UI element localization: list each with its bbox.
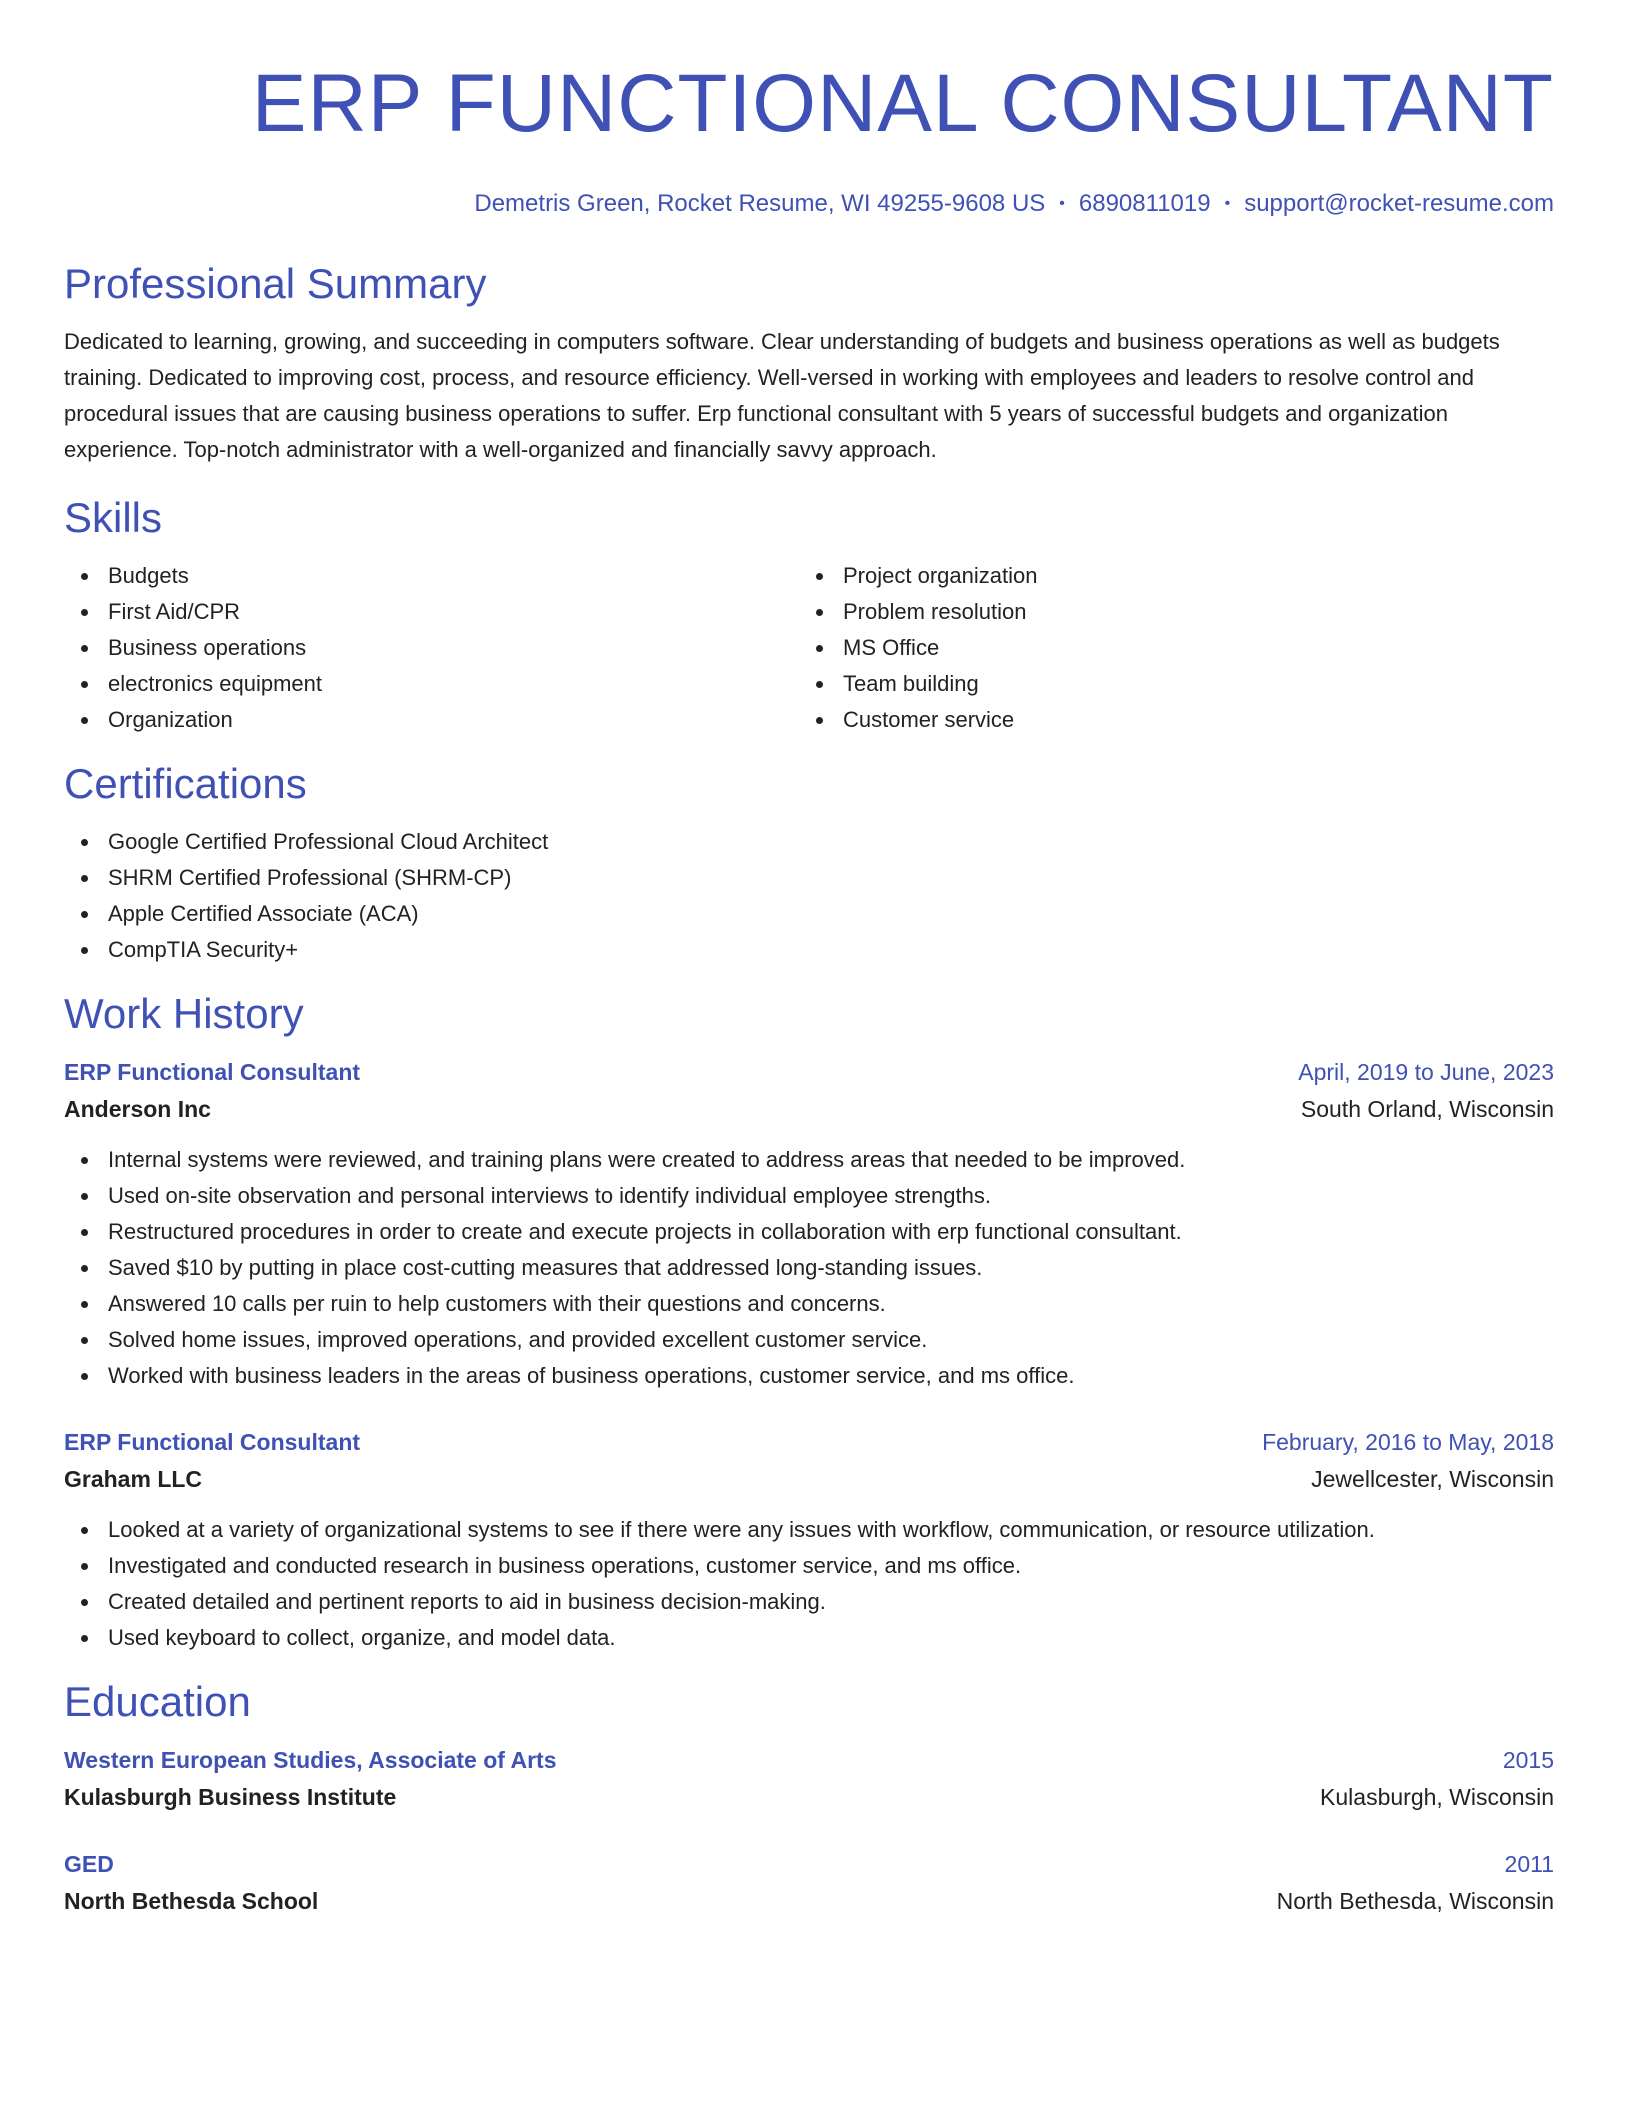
contact-phone: 6890811019 [1078, 190, 1211, 217]
certification-item: Google Certified Professional Cloud Architect [64, 824, 1554, 860]
job-bullet: Answered 10 calls per ruin to help customers with their questions and concerns. [64, 1286, 1554, 1322]
work-history-section [64, 988, 1554, 1656]
contact-separator: • [1059, 195, 1065, 212]
summary-text: Dedicated to learning, growing, and succeeding in computers software. Clear understanding of budgets and business operations as well as budgets training. Dedicated to improving cost, process, and resource efficiency. Well-versed in working with employees and leaders to resolve control and procedural issues that are causing business operations to suffer. Erp functional consultant with 5 years of successful budgets and organization experience. Top-notch administrator with a well-organized and financially savvy approach. [64, 329, 1500, 462]
job-location: Jewellcester, Wisconsin [1311, 1466, 1554, 1492]
certifications-list [64, 824, 1554, 968]
education-school-row [64, 1882, 1554, 1920]
summary-section [64, 258, 1554, 468]
resume-title: ERP FUNCTIONAL CONSULTANT [251, 58, 1554, 149]
skills-list-right [799, 558, 1534, 738]
skills-list-left [64, 558, 799, 738]
education-school: North Bethesda School [64, 1888, 319, 1914]
skill-item: Project organization [799, 558, 1534, 594]
education-location: North Bethesda, Wisconsin [1276, 1888, 1554, 1914]
certifications-heading: Certifications [64, 760, 307, 807]
skill-item: Team building [799, 666, 1534, 702]
job-bullet: Used keyboard to collect, organize, and model data. [64, 1620, 1554, 1656]
education-school: Kulasburgh Business Institute [64, 1784, 397, 1810]
certification-item: SHRM Certified Professional (SHRM-CP) [64, 860, 1554, 896]
education-year: 2011 [1504, 1851, 1554, 1877]
job-bullet: Created detailed and pertinent reports to aid in business decision-making. [64, 1584, 1554, 1620]
certification-item: CompTIA Security+ [64, 932, 1554, 968]
job-entry [64, 1424, 1554, 1656]
education-year: 2015 [1502, 1747, 1554, 1773]
skill-item: Customer service [799, 702, 1534, 738]
contact-separator: • [1224, 195, 1231, 212]
skill-item: electronics equipment [64, 666, 799, 702]
job-bullets [64, 1142, 1554, 1394]
skill-item: MS Office [799, 630, 1534, 666]
skill-item: First Aid/CPR [64, 594, 799, 630]
job-dates: February, 2016 to May, 2018 [1262, 1429, 1554, 1455]
skill-item: Budgets [64, 558, 799, 594]
contact-line [64, 188, 1554, 220]
job-bullet: Used on-site observation and personal interviews to identify individual employee strengths. [64, 1178, 1554, 1214]
job-company-row [64, 1090, 1554, 1128]
job-bullet: Solved home issues, improved operations, and provided excellent customer service. [64, 1322, 1554, 1358]
job-location: South Orland, Wisconsin [1300, 1096, 1554, 1122]
job-bullets [64, 1512, 1554, 1656]
contact-email: support@rocket-resume.com [1244, 190, 1554, 217]
job-company: Anderson Inc [64, 1096, 211, 1122]
skill-item: Business operations [64, 630, 799, 666]
education-degree: Western European Studies, Associate of Arts [64, 1747, 557, 1773]
skill-item: Problem resolution [799, 594, 1534, 630]
skills-section [64, 492, 1554, 738]
job-bullet: Investigated and conducted research in business operations, customer service, and ms office. [64, 1548, 1554, 1584]
skills-grid [64, 558, 1554, 738]
job-dates: April, 2019 to June, 2023 [1298, 1059, 1554, 1085]
summary-heading: Professional Summary [64, 260, 487, 307]
work-history-heading: Work History [64, 990, 304, 1037]
job-company-row [64, 1460, 1554, 1498]
education-degree: GED [64, 1851, 114, 1877]
job-bullet: Internal systems were reviewed, and training plans were created to address areas that needed to be improved. [64, 1142, 1554, 1178]
education-entry [64, 1846, 1554, 1920]
education-section [64, 1676, 1554, 1920]
education-location: Kulasburgh, Wisconsin [1320, 1784, 1554, 1810]
resume-page [64, 56, 1554, 1920]
certifications-section [64, 758, 1554, 968]
contact-address: Demetris Green, Rocket Resume, WI 49255-9608 US [474, 190, 1046, 217]
certification-item: Apple Certified Associate (ACA) [64, 896, 1554, 932]
job-title-row [64, 1424, 1554, 1460]
job-bullet: Looked at a variety of organizational systems to see if there were any issues with workflow, communication, or resource utilization. [64, 1512, 1554, 1548]
skill-item: Organization [64, 702, 799, 738]
job-title: ERP Functional Consultant [64, 1059, 361, 1085]
job-title-row [64, 1054, 1554, 1090]
skills-heading: Skills [64, 494, 163, 541]
education-heading: Education [64, 1678, 251, 1725]
job-company: Graham LLC [64, 1466, 203, 1492]
job-title: ERP Functional Consultant [64, 1429, 361, 1455]
job-bullet: Worked with business leaders in the areas of business operations, customer service, and ms office. [64, 1358, 1554, 1394]
education-entry [64, 1742, 1554, 1816]
job-bullet: Saved $10 by putting in place cost-cutting measures that addressed long-standing issues. [64, 1250, 1554, 1286]
education-degree-row [64, 1846, 1554, 1882]
resume-header [64, 56, 1554, 220]
job-entry [64, 1054, 1554, 1394]
job-bullet: Restructured procedures in order to create and execute projects in collaboration with erp functional consultant. [64, 1214, 1554, 1250]
education-school-row [64, 1778, 1554, 1816]
education-degree-row [64, 1742, 1554, 1778]
